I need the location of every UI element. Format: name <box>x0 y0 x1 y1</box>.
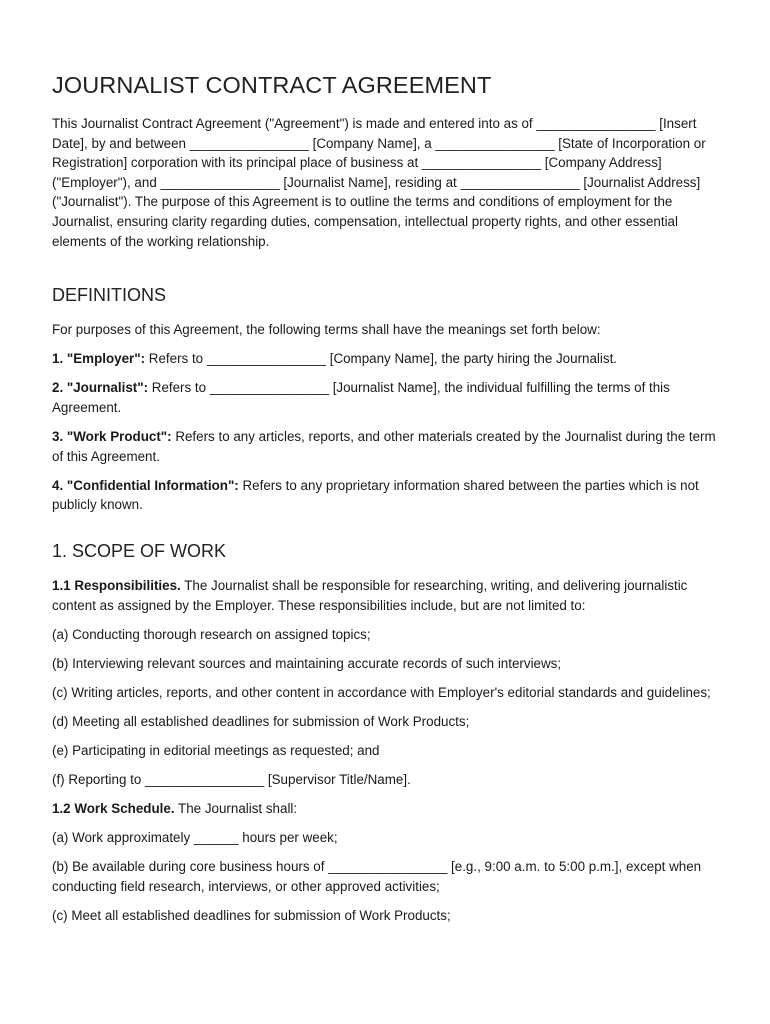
responsibility-item: (c) Writing articles, reports, and other content in accordance with Employer's editorial standards and guidelines; <box>52 684 711 700</box>
schedule-item: (c) Meet all established deadlines for submission of Work Products; <box>52 908 451 924</box>
definition-term: 1. "Employer": <box>52 351 146 367</box>
scope-heading: 1. SCOPE OF WORK <box>52 540 227 561</box>
schedule-item: (b) Be available during core business hours of ________________ [e.g., 9:00 a.m. to 5:00 p.m.], except when conducting field research, interviews, or other approved activities; <box>52 859 702 894</box>
responsibilities-term: 1.1 Responsibilities. <box>52 577 181 593</box>
schedule-paragraph <box>52 799 724 819</box>
definition-item <box>52 349 724 369</box>
definition-item <box>52 378 724 417</box>
responsibility-item: (b) Interviewing relevant sources and maintaining accurate records of such interviews; <box>52 655 562 671</box>
responsibilities-paragraph <box>52 576 724 615</box>
schedule-text: The Journalist shall: <box>174 801 298 817</box>
definition-term: 4. "Confidential Information": <box>52 477 239 493</box>
intro-paragraph: This Journalist Contract Agreement ("Agreement") is made and entered into as of ________________ [Insert Date], by and between ________________ [Company Name], a ________________ [State of Incorporation or Registration] corporation with its principal place of business at ________________ [Company Address] ("Employer"), and ________________ [Journalist Name], residing at ________________ [Journalist Address] ("Journalist"). The purpose of this Agreement is to outline the terms and conditions of employment for the Journalist, ensuring clarity regarding duties, compensation, intellectual property rights, and other essential elements of the working relationship. <box>52 116 706 249</box>
document-page <box>52 68 724 935</box>
responsibilities-text: The Journalist shall be responsible for researching, writing, and delivering journalistic content as assigned by the Employer. These responsibilities include, but are not limited to: <box>52 577 688 613</box>
responsibility-item: (a) Conducting thorough research on assigned topics; <box>52 626 371 642</box>
definition-text: Refers to ________________ [Company Name], the party hiring the Journalist. <box>145 351 618 367</box>
definition-text: Refers to any proprietary information shared between the parties which is not publicly known. <box>52 477 699 513</box>
responsibility-item: (f) Reporting to ________________ [Supervisor Title/Name]. <box>52 772 411 788</box>
responsibility-item: (e) Participating in editorial meetings as requested; and <box>52 742 380 758</box>
definitions-heading: DEFINITIONS <box>52 285 167 306</box>
definition-term: 3. "Work Product": <box>52 429 172 445</box>
definitions-lead: For purposes of this Agreement, the following terms shall have the meanings set forth below: <box>52 322 601 338</box>
definition-text: Refers to ________________ [Journalist Name], the individual fulfilling the terms of this Agreement. <box>52 380 670 415</box>
document-title: JOURNALIST CONTRACT AGREEMENT <box>52 72 492 98</box>
definition-term: 2. "Journalist": <box>52 380 149 396</box>
responsibility-item: (d) Meeting all established deadlines for submission of Work Products; <box>52 713 470 729</box>
definition-item <box>52 427 724 466</box>
schedule-item: (a) Work approximately ______ hours per week; <box>52 830 338 846</box>
definition-text: Refers to any articles, reports, and other materials created by the Journalist during the term of this Agreement. <box>52 429 716 464</box>
schedule-term: 1.2 Work Schedule. <box>52 801 175 817</box>
definition-item <box>52 476 724 515</box>
